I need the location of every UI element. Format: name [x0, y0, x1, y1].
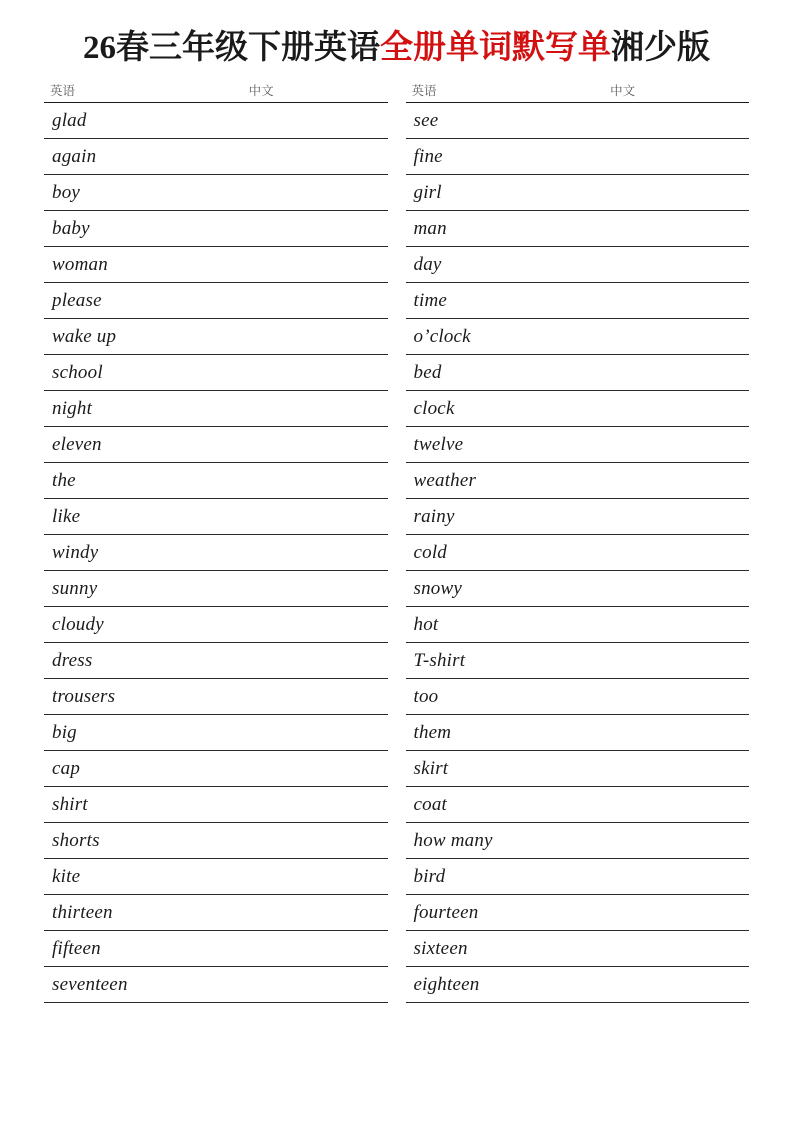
word-rows-left — [44, 103, 388, 1003]
table-row — [406, 679, 750, 715]
word-english: bird — [413, 865, 446, 887]
word-english: hot — [413, 613, 439, 635]
table-row — [44, 391, 388, 427]
word-english: again — [52, 145, 97, 167]
word-english: woman — [52, 253, 108, 275]
word-english: eighteen — [413, 973, 480, 995]
title-part-highlight: 全册单词默写单 — [380, 30, 611, 66]
table-row — [406, 355, 750, 391]
word-column-left — [44, 81, 388, 1003]
table-row — [406, 643, 750, 679]
word-chinese-blank[interactable] — [584, 391, 749, 427]
word-english: fine — [413, 145, 443, 167]
table-row — [44, 787, 388, 823]
word-english: cloudy — [52, 613, 104, 635]
word-chinese-blank[interactable] — [584, 967, 749, 1003]
title-part-3: 湘少版 — [611, 30, 710, 66]
word-english: girl — [413, 181, 442, 203]
table-row — [44, 967, 388, 1003]
word-english: too — [413, 685, 439, 707]
word-chinese-blank[interactable] — [223, 247, 388, 283]
column-header-english: 英语 — [406, 81, 585, 103]
table-row — [44, 607, 388, 643]
word-english: T-shirt — [413, 649, 466, 671]
word-english: them — [413, 721, 452, 743]
column-header-english: 英语 — [44, 81, 223, 103]
table-row — [406, 139, 750, 175]
table-row — [406, 607, 750, 643]
word-rows-right — [406, 103, 750, 1003]
table-row — [44, 139, 388, 175]
table-row — [406, 715, 750, 751]
word-english: trousers — [52, 685, 116, 707]
word-english: night — [52, 397, 93, 419]
word-chinese-blank[interactable] — [584, 139, 749, 175]
word-chinese-blank[interactable] — [223, 715, 388, 751]
word-english: please — [52, 289, 102, 311]
word-english: how many — [413, 829, 493, 851]
word-english: like — [52, 505, 81, 527]
word-chinese-blank[interactable] — [223, 823, 388, 859]
word-english: eleven — [52, 433, 102, 455]
word-chinese-blank[interactable] — [223, 283, 388, 319]
table-row — [406, 391, 750, 427]
word-chinese-blank[interactable] — [223, 427, 388, 463]
word-chinese-blank[interactable] — [584, 607, 749, 643]
table-row — [406, 535, 750, 571]
table-row — [44, 643, 388, 679]
word-english: bed — [413, 361, 442, 383]
word-table-left — [44, 81, 388, 1003]
table-row — [406, 427, 750, 463]
table-row — [406, 175, 750, 211]
word-chinese-blank[interactable] — [223, 319, 388, 355]
word-english: seventeen — [52, 973, 128, 995]
word-english: fourteen — [413, 901, 479, 923]
word-chinese-blank[interactable] — [584, 715, 749, 751]
word-chinese-blank[interactable] — [584, 355, 749, 391]
table-row — [406, 103, 750, 139]
word-english: big — [52, 721, 77, 743]
word-chinese-blank[interactable] — [584, 211, 749, 247]
table-row — [44, 571, 388, 607]
word-english: coat — [413, 793, 448, 815]
table-row — [44, 103, 388, 139]
word-chinese-blank[interactable] — [584, 103, 749, 139]
word-english: sixteen — [413, 937, 468, 959]
table-row — [44, 247, 388, 283]
word-english: school — [52, 361, 103, 383]
table-row — [406, 859, 750, 895]
word-chinese-blank[interactable] — [223, 607, 388, 643]
table-row — [44, 427, 388, 463]
word-english: the — [52, 469, 76, 491]
word-chinese-blank[interactable] — [584, 535, 749, 571]
table-row — [406, 787, 750, 823]
word-chinese-blank[interactable] — [223, 499, 388, 535]
table-row — [44, 283, 388, 319]
table-row — [44, 535, 388, 571]
word-english: wake up — [52, 325, 117, 347]
word-chinese-blank[interactable] — [223, 211, 388, 247]
table-row — [406, 967, 750, 1003]
table-row — [406, 211, 750, 247]
word-english: twelve — [413, 433, 464, 455]
table-row — [44, 715, 388, 751]
page-title — [36, 28, 757, 69]
word-chinese-blank[interactable] — [584, 319, 749, 355]
word-chinese-blank[interactable] — [223, 571, 388, 607]
word-chinese-blank[interactable] — [584, 823, 749, 859]
word-chinese-blank[interactable] — [584, 463, 749, 499]
word-chinese-blank[interactable] — [223, 463, 388, 499]
word-chinese-blank[interactable] — [584, 499, 749, 535]
word-chinese-blank[interactable] — [223, 679, 388, 715]
table-row — [44, 319, 388, 355]
word-chinese-blank[interactable] — [223, 103, 388, 139]
word-english: weather — [413, 469, 477, 491]
word-chinese-blank[interactable] — [584, 427, 749, 463]
word-chinese-blank[interactable] — [584, 571, 749, 607]
table-row — [44, 463, 388, 499]
word-table-right — [406, 81, 750, 1003]
word-chinese-blank[interactable] — [223, 643, 388, 679]
table-row — [406, 931, 750, 967]
word-chinese-blank[interactable] — [223, 787, 388, 823]
word-english: rainy — [413, 505, 455, 527]
table-row — [44, 211, 388, 247]
word-chinese-blank[interactable] — [223, 859, 388, 895]
word-english: cap — [52, 757, 81, 779]
word-english: time — [413, 289, 448, 311]
word-chinese-blank[interactable] — [584, 175, 749, 211]
table-row — [44, 751, 388, 787]
table-row — [406, 895, 750, 931]
table-row — [406, 283, 750, 319]
word-english: sunny — [52, 577, 98, 599]
table-row — [44, 931, 388, 967]
word-english: fifteen — [52, 937, 101, 959]
column-header-chinese: 中文 — [584, 81, 749, 103]
word-english: thirteen — [52, 901, 113, 923]
word-chinese-blank[interactable] — [223, 751, 388, 787]
table-header-row — [44, 81, 388, 103]
table-row — [44, 895, 388, 931]
word-english: boy — [52, 181, 81, 203]
word-english: clock — [413, 397, 455, 419]
table-row — [406, 463, 750, 499]
table-row — [44, 355, 388, 391]
table-row — [406, 319, 750, 355]
word-english: man — [413, 217, 447, 239]
table-row — [406, 751, 750, 787]
word-english: baby — [52, 217, 90, 239]
word-english: glad — [52, 109, 87, 131]
word-english: day — [413, 253, 442, 275]
word-chinese-blank[interactable] — [223, 139, 388, 175]
word-english: o’clock — [413, 325, 471, 347]
word-chinese-blank[interactable] — [584, 895, 749, 931]
title-part-1: 26春三年级下册英语 — [83, 30, 380, 66]
word-english: cold — [413, 541, 448, 563]
table-row — [406, 499, 750, 535]
table-row — [406, 823, 750, 859]
word-english: windy — [52, 541, 99, 563]
word-chinese-blank[interactable] — [223, 895, 388, 931]
word-chinese-blank[interactable] — [584, 787, 749, 823]
word-chinese-blank[interactable] — [584, 247, 749, 283]
word-chinese-blank[interactable] — [223, 967, 388, 1003]
word-chinese-blank[interactable] — [223, 175, 388, 211]
word-english: shirt — [52, 793, 88, 815]
word-chinese-blank[interactable] — [223, 355, 388, 391]
word-english: skirt — [413, 757, 449, 779]
word-chinese-blank[interactable] — [584, 679, 749, 715]
word-chinese-blank[interactable] — [584, 859, 749, 895]
word-chinese-blank[interactable] — [584, 643, 749, 679]
word-english: see — [413, 109, 439, 131]
word-english: shorts — [52, 829, 100, 851]
column-header-chinese: 中文 — [223, 81, 388, 103]
table-row — [44, 679, 388, 715]
word-column-right — [406, 81, 750, 1003]
table-row — [44, 859, 388, 895]
word-chinese-blank[interactable] — [223, 535, 388, 571]
word-chinese-blank[interactable] — [584, 283, 749, 319]
table-row — [44, 823, 388, 859]
table-row — [44, 175, 388, 211]
word-english: kite — [52, 865, 81, 887]
word-english: snowy — [413, 577, 462, 599]
word-chinese-blank[interactable] — [223, 931, 388, 967]
word-english: dress — [52, 649, 93, 671]
word-chinese-blank[interactable] — [584, 751, 749, 787]
table-row — [406, 247, 750, 283]
word-chinese-blank[interactable] — [584, 931, 749, 967]
word-columns — [36, 81, 757, 1003]
table-header-row — [406, 81, 750, 103]
table-row — [406, 571, 750, 607]
table-row — [44, 499, 388, 535]
word-chinese-blank[interactable] — [223, 391, 388, 427]
